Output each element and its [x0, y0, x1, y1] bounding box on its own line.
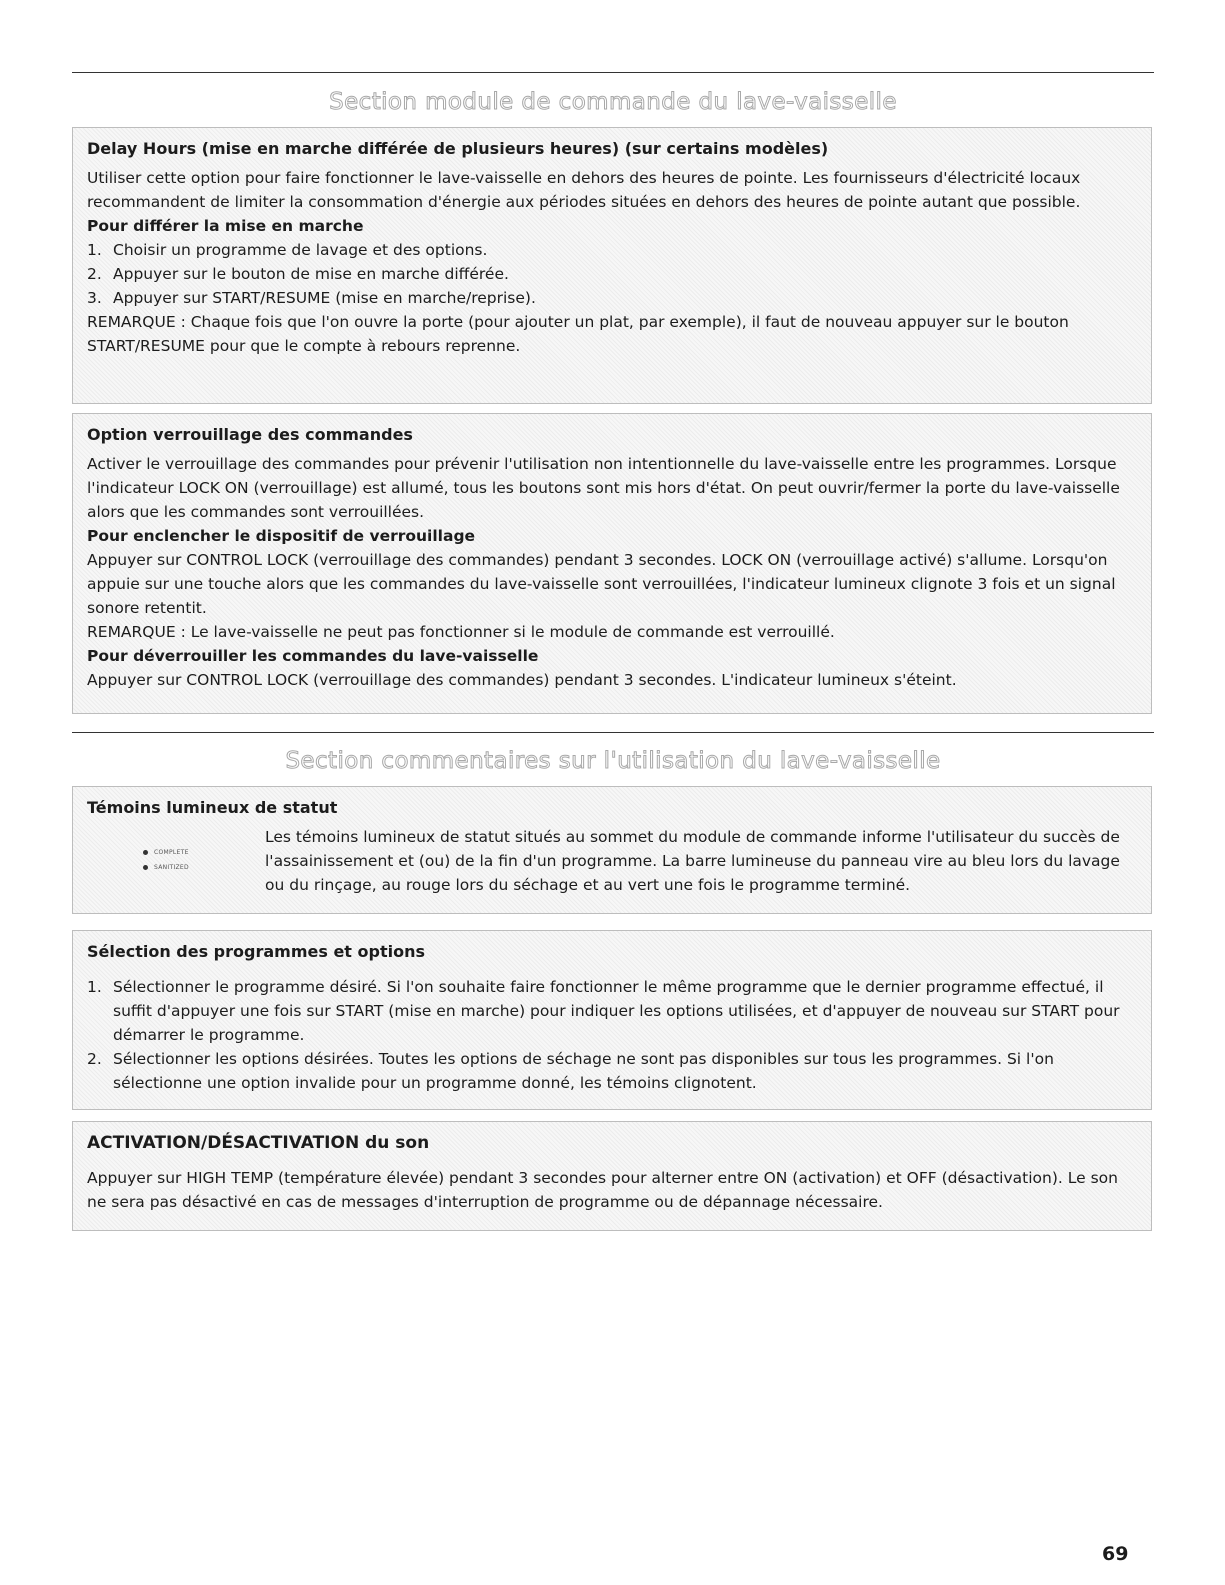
status-indicator-panel [87, 825, 255, 897]
sound-toggle-text: Appuyer sur HIGH TEMP (température élevée) pendant 3 secondes pour alterner entre ON (activation) et OFF (désactivation). Le son ne sera pas désactivé en cas de messages d'interruption de programme ou de dépannage nécessaire. [87, 1169, 1118, 1211]
step-number: 1. [87, 978, 102, 996]
program-selection-box [72, 930, 1152, 1110]
selection-steps-list [87, 975, 1137, 1095]
lock-note: REMARQUE : Le lave-vaisselle ne peut pas fonctionner si le module de commande est verrouillé. [87, 623, 835, 641]
sound-toggle-box [72, 1121, 1152, 1231]
indicator-dot-icon [143, 850, 148, 855]
list-item [87, 238, 1137, 262]
list-item [87, 262, 1137, 286]
delay-hours-box [72, 127, 1152, 404]
step-number: 3. [87, 289, 102, 307]
delay-hours-intro: Utiliser cette option pour faire fonctionner le lave-vaisselle en dehors des heures de pointe. Les fournisseurs d'électricité locaux recommandent de limiter la consommation d'énergie aux périodes situées en dehors des heures de pointe autant que possible. [87, 169, 1081, 211]
sound-toggle-heading: ACTIVATION/DÉSACTIVATION du son [87, 1133, 430, 1153]
step-text: Sélectionner les options désirées. Toutes les options de séchage ne sont pas disponibles sur tous les programmes. Si l'on sélectionne une option invalide pour un programme donné, les témoins clignotent. [113, 1050, 1054, 1092]
unlock-subheading: Pour déverrouiller les commandes du lave-vaisselle [87, 647, 539, 665]
step-text: Appuyer sur START/RESUME (mise en marche/reprise). [113, 289, 536, 307]
status-content [87, 825, 1137, 897]
step-text: Sélectionner le programme désiré. Si l'on souhaite faire fonctionner le même programme que le dernier programme effectué, il suffit d'appuyer une fois sur START (mise en marche) pour indiquer les options utilisées, et d'appuyer de nouveau sur START pour démarrer le programme. [113, 978, 1120, 1044]
delay-hours-subheading: Pour différer la mise en marche [87, 217, 364, 235]
list-item [87, 975, 1137, 1047]
status-lights-text: Les témoins lumineux de statut situés au sommet du module de commande informe l'utilisateur du succès de l'assainissement et (ou) de la fin d'un programme. La barre lumineuse du panneau vire au bleu lors du lavage ou du rinçage, au rouge lors du séchage et au vert une fois le programme terminé. [265, 828, 1120, 894]
top-rule [72, 72, 1154, 73]
control-lock-box [72, 413, 1152, 714]
section-rule [72, 732, 1154, 733]
status-lights-heading: Témoins lumineux de statut [87, 798, 338, 817]
delay-hours-heading: Delay Hours (mise en marche différée de plusieurs heures) (sur certains modèles) [87, 139, 829, 158]
delay-steps-list [87, 238, 1137, 310]
unlock-text: Appuyer sur CONTROL LOCK (verrouillage des commandes) pendant 3 secondes. L'indicateur lumineux s'éteint. [87, 671, 957, 689]
control-lock-intro: Activer le verrouillage des commandes pour prévenir l'utilisation non intentionnelle du lave-vaisselle entre les programmes. Lorsque l'indicateur LOCK ON (verrouillage) est allumé, tous les boutons sont mis hors d'état. On peut ouvrir/fermer la porte du lave-vaisselle alors que les commandes sont verrouillées. [87, 455, 1120, 521]
step-text: Choisir un programme de lavage et des options. [113, 241, 488, 259]
section-title-control-module: Section module de commande du lave-vaisselle [329, 89, 897, 115]
step-number: 1. [87, 241, 102, 259]
section-title-usage-comments: Section commentaires sur l'utilisation du lave-vaisselle [285, 748, 941, 774]
lock-text: Appuyer sur CONTROL LOCK (verrouillage des commandes) pendant 3 secondes. LOCK ON (verrouillage activé) s'allume. Lorsqu'on appuie sur une touche alors que les commandes du lave-vaisselle sont verrouillées, l'indicateur lumineux clignote 3 fois et un signal sonore retentit. [87, 551, 1116, 617]
sanitized-indicator [143, 860, 255, 875]
indicator-dot-icon [143, 865, 148, 870]
lock-subheading: Pour enclencher le dispositif de verrouillage [87, 527, 476, 545]
list-item [87, 286, 1137, 310]
program-selection-heading: Sélection des programmes et options [87, 942, 425, 961]
list-item [87, 1047, 1137, 1095]
page-number: 69 [1102, 1543, 1129, 1565]
step-text: Appuyer sur le bouton de mise en marche différée. [113, 265, 509, 283]
indicator-label: COMPLETE [154, 848, 189, 856]
delay-hours-note: REMARQUE : Chaque fois que l'on ouvre la porte (pour ajouter un plat, par exemple), il faut de nouveau appuyer sur le bouton START/RESUME pour que le compte à rebours reprenne. [87, 313, 1069, 355]
status-lights-box [72, 786, 1152, 914]
control-lock-heading: Option verrouillage des commandes [87, 425, 413, 444]
indicator-label: SANITIZED [154, 863, 189, 871]
step-number: 2. [87, 1050, 102, 1068]
step-number: 2. [87, 265, 102, 283]
